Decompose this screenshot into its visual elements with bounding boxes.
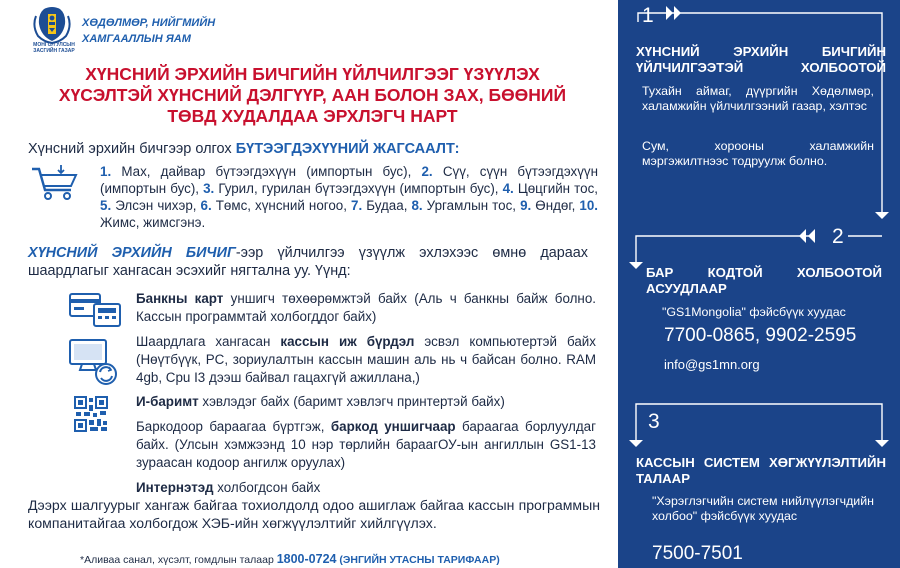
contact-section-text: Тухайн аймаг, дүүргийн Хөдөлмөр, халамжийн үйлчилгээний газар, хэлтэс — [642, 84, 874, 113]
product-item: 5. Элсэн чихэр, — [100, 198, 201, 213]
ministry-name-line1: ХӨДӨЛМӨР, НИЙГМИЙН — [82, 17, 216, 29]
requirements-heading: ХҮНСНИЙ ЭРХИЙН БИЧИГ — [28, 245, 236, 261]
page-title — [20, 64, 605, 127]
hotline-label: *Аливаа санал, хүсэлт, гомдлын талаар — [80, 554, 274, 566]
shopping-cart-icon — [30, 163, 80, 203]
hotline — [80, 552, 500, 566]
contact-section-title: КАССЫН СИСТЕМ ХӨГЖҮҮЛЭЛТИЙН ТАЛААР — [636, 455, 886, 486]
page-title-line2: ХҮСЭЛТЭЙ ХҮНСНИЙ ДЭЛГҮҮР, ААН БОЛОН ЗАХ, БӨӨНИЙ — [58, 85, 567, 105]
product-list-heading: БҮТЭЭГДЭХҮҮНИЙ ЖАГСААЛТ: — [235, 141, 460, 157]
hotline-number[interactable]: 1800-0724 — [276, 552, 337, 566]
product-item: 7. Будаа, — [351, 198, 412, 213]
contact-phone[interactable]: 7500-7501 — [652, 543, 743, 564]
page-title-line1: ХҮНСНИЙ ЭРХИЙН БИЧГИЙН ҮЙЛЧИЛГЭЭГ ҮЗҮҮЛЭХ — [85, 64, 540, 84]
step-number-3: 3 — [648, 410, 660, 433]
footer-note: Дээрх шалгуурыг хангаж байгаа тохиолдолд одоо ашиглаж байгаа кассын программын компанитайгаа холбогдож ХЭБ-ийн хөгжүүлэлтийг хийлгүүлэх. — [28, 497, 600, 531]
contacts-panel — [618, 0, 900, 568]
requirement-item: Банкны карт уншигч төхөөрөмжтэй байх (Аль ч банкны байж болно. Кассын программтай холбогддог байх) — [136, 291, 596, 324]
contact-section-text: "GS1Mongolia" фэйсбүүк хуудас — [662, 305, 846, 319]
card-reader-icon — [68, 290, 122, 328]
ministry-name — [82, 15, 215, 47]
contact-section-title: ХҮНСНИЙ ЭРХИЙН БИЧГИЙН ҮЙЛЧИЛГЭЭТЭЙ ХОЛБООТОЙ — [636, 44, 886, 75]
state-emblem-icon — [30, 6, 74, 44]
product-list — [100, 163, 598, 231]
step-number-2: 2 — [832, 225, 844, 248]
contact-section-text: Сум, хорооны халамжийн мэргэжилтнээс тодруулж болно. — [642, 139, 874, 168]
page-title-line3: ТӨВД ХУДАЛДАА ЭРХЛЭГЧ НАРТ — [167, 106, 458, 126]
step-number-1: 1 — [642, 4, 654, 27]
requirements-intro-text: -ээр үйлчилгээ үзүүлж эхлэхээс өмнө дараах шаардлагыг хангасан эсэхийг нягтална уу. Үүнд: — [28, 245, 588, 279]
requirements-intro — [28, 244, 588, 280]
contact-section-text: "Хэрэглэгчийн систем нийлүүлэгчдийн холбоо" фэйсбүүк хуудас — [652, 494, 874, 523]
requirement-item: И-баримт хэвлэдэг байх (баримт хэвлэгч принтертэй байх) — [136, 394, 505, 409]
product-item: 4. Цөцгийн тос, — [502, 181, 598, 196]
product-item: 2. Сүү, сүүн бүтээгдэхүүн (импортын бус), — [100, 164, 599, 196]
computer-sync-icon — [66, 338, 122, 386]
contact-phone[interactable]: 7700-0865, 9902-2595 — [664, 325, 857, 346]
requirement-item: Шаардлага хангасан кассын иж бүрдэл эсвэл компьютертэй байх (Нөүтбүүк, PC, зориулалтын кассын машин аль нь ч байсан болно. RAM 4gb, Cpu I3 дээш байвал гацахгүй ажиллана,) — [136, 334, 596, 385]
product-item: 1. Мах, дайвар бүтээгдэхүүн (импортын бус), — [100, 164, 422, 179]
product-item: 8. Ургамлын тос, — [411, 198, 521, 213]
contact-section-title: БАР КОДТОЙ ХОЛБООТОЙ АСУУДЛААР — [646, 265, 882, 296]
requirement-item: Баркодоор бараагаа бүртгэж, баркод уншигчаар бараагаа борлуулдаг байх. (Улсын хэмжээнд 10 нэр төрлийн бараагОУ-ын ангиллын GS1-13 зураасан кодоор ангилж оруулах) — [136, 419, 596, 470]
emblem-caption: МОНГОЛ УЛСЫН ЗАСГИЙН ГАЗАР — [33, 42, 75, 54]
product-list-intro — [28, 141, 459, 157]
product-item: 10. Жимс, жимсгэнэ. — [100, 198, 598, 230]
qr-code-icon — [74, 396, 108, 432]
product-item: 3. Гурил, гурилан бүтээгдэхүүн (импортын бус), — [203, 181, 503, 196]
requirement-item: Интернэтэд холбогдсон байх — [136, 480, 321, 495]
product-item: 6. Төмс, хүнсний ногоо, — [200, 198, 352, 213]
hotline-tariff: (ЭНГИЙН УТАСНЫ ТАРИФААР) — [339, 554, 500, 566]
contact-email[interactable]: info@gs1mn.org — [664, 357, 760, 372]
product-item: 9. Өндөг, — [520, 198, 580, 213]
product-list-intro-text: Хүнсний эрхийн бичгээр олгох — [28, 141, 236, 157]
ministry-name-line2: ХАМГААЛЛЫН ЯАМ — [82, 33, 191, 45]
